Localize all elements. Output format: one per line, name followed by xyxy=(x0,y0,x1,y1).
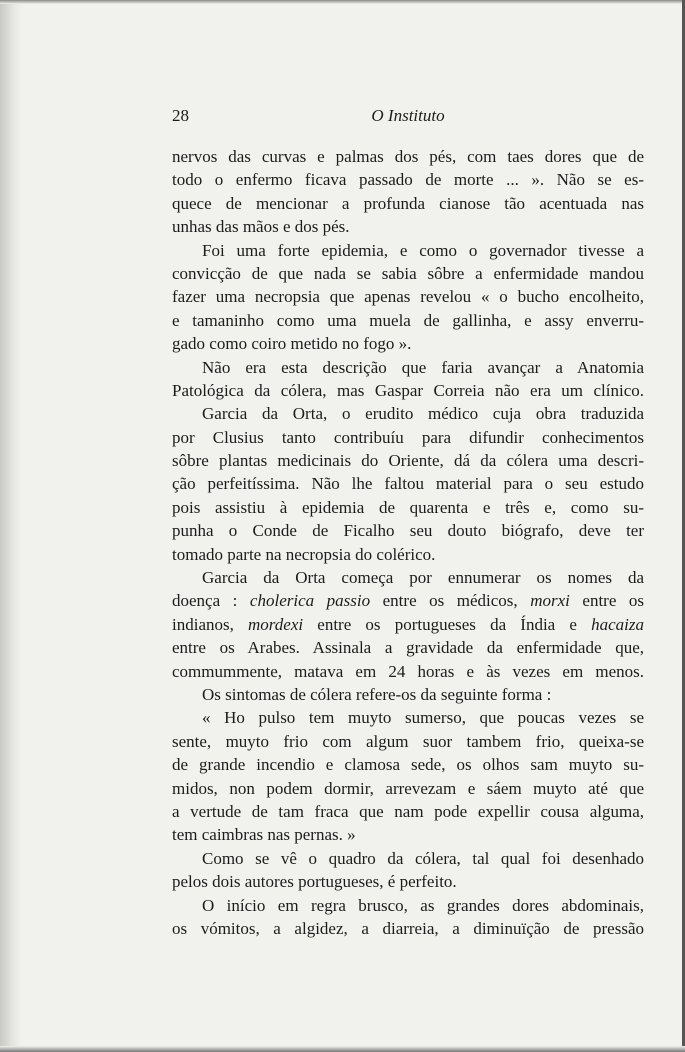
text-line: fazer uma necropsia que apenas revelou « o bucho encolheito, xyxy=(172,287,644,307)
text-line: unhas das mãos e dos pés. xyxy=(172,217,350,237)
text-line: entre os Arabes. Assinala a gravidade da enfermidade que, xyxy=(172,638,644,658)
text-line: punha o Conde de Ficalho seu douto biógrafo, deve ter xyxy=(172,521,644,541)
text-line: nervos das curvas e palmas dos pés, com taes dores que de xyxy=(172,147,644,166)
italic-term: mordexi xyxy=(248,614,304,634)
text-line: Garcia da Orta, o erudito médico cuja obra traduzida xyxy=(202,404,644,424)
text-line: Não era esta descrição que faria avançar a Anatomia xyxy=(202,357,644,377)
text-line: ção perfeitíssima. Não lhe faltou material para o seu estudo xyxy=(172,474,644,494)
text-line: midos, non podem dormir, arrevezam e sáem muyto até que xyxy=(172,778,644,798)
text-line: sente, muyto frio com algum suor tambem frio, queixa-se xyxy=(172,731,644,751)
text-line: O início em regra brusco, as grandes dores abdominais, xyxy=(202,895,644,915)
top-page-edge xyxy=(0,0,685,4)
text-line: Patológica da cólera, mas Gaspar Correia não era um clínico. xyxy=(172,380,644,400)
text-line: Os sintomas de cólera refere-os da seguinte forma : xyxy=(202,684,552,704)
header-title: O Instituto xyxy=(371,106,445,125)
text-line: convicção de que nada se sabia sôbre a enfermidade mandou xyxy=(172,263,644,283)
text-line: todo o enfermo ficava passado de morte ... ». Não se es- xyxy=(172,170,644,190)
text-line: « Ho pulso tem muyto sumerso, que poucas vezes se xyxy=(202,708,644,728)
italic-term: cholerica passio xyxy=(249,591,371,611)
text-line: a vertude de tam fraca que nam pode expellir cousa alguma, xyxy=(172,801,644,821)
text-line: Garcia da Orta começa por ennumerar os nomes da xyxy=(202,568,644,588)
text-line: tem caimbras nas pernas. » xyxy=(172,825,356,845)
text-line: Como se vê o quadro da cólera, tal qual foi desenhado xyxy=(202,848,644,868)
italic-term: hacaiza xyxy=(591,614,644,634)
text-line: de grande incendio e clamosa sede, os olhos sam muyto su- xyxy=(172,755,644,775)
text-line: Foi uma forte epidemia, e como o governador tivesse a xyxy=(202,240,644,260)
text-line: gado como coiro metido no fogo ». xyxy=(172,334,412,354)
text-line-with-italics: indianos, mordexi entre os portugueses da Índia e hacaiza xyxy=(172,614,644,634)
bottom-page-edge xyxy=(0,1046,685,1052)
text-line: e tamaninho como uma muela de gallinha, e assy enverru- xyxy=(172,310,644,330)
running-head xyxy=(172,106,644,130)
text-line: pelos dois autores portugueses, é perfeito. xyxy=(172,872,457,892)
text-line: tomado parte na necropsia do colérico. xyxy=(172,544,436,564)
text-line: por Clusius tanto contribuíu para difundir conhecimentos xyxy=(172,427,644,447)
text-line: sôbre plantas medicinais do Oriente, dá da cólera uma descri- xyxy=(172,451,644,471)
text-line: quece de mencionar a profunda cianose tão acentuada nas xyxy=(172,193,644,213)
page-number: 28 xyxy=(172,106,189,125)
text-body xyxy=(172,145,644,940)
italic-term: morxi xyxy=(530,591,570,611)
text-line: pois assistiu à epidemia de quarenta e três e, como su- xyxy=(172,497,644,517)
text-line: commummente, matava em 24 horas e às vezes em menos. xyxy=(172,661,644,681)
text-line-with-italics: doença : cholerica passio entre os médicos, morxi entre os xyxy=(172,591,645,611)
text-line: os vómitos, a algidez, a diarreia, a diminuïção de pressão xyxy=(172,918,644,938)
binding-gutter-shadow xyxy=(0,0,22,1052)
